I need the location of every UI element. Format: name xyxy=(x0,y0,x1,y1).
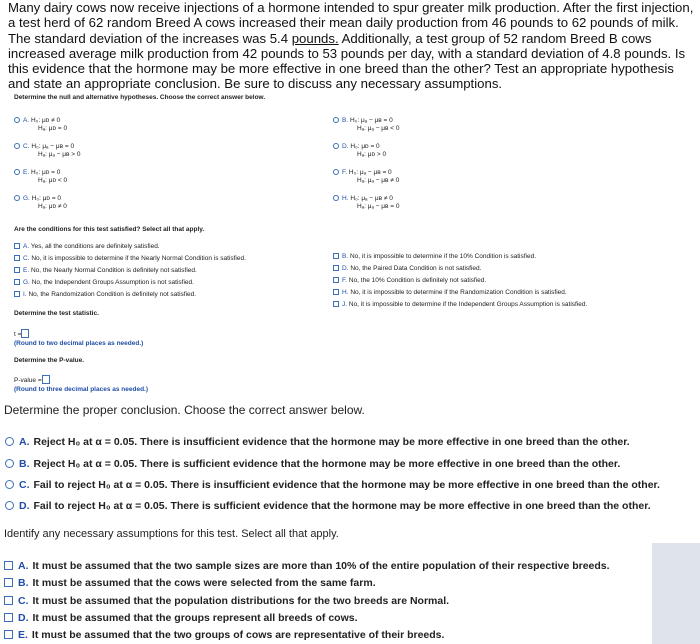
intro-text-1: Many dairy cows now receive injections of a hormone intended to spur greater milk production. After the first injection, a test herd of 62 random Breed A cows increased their mean daily production from 46 pounds to 62 pounds of milk. The standard deviation of the increases was 5.4 xyxy=(8,0,694,46)
assumption-option-e[interactable]: E. It must be assumed that the two groups of cows are representative of their breeds. xyxy=(4,629,444,642)
cond-option-a[interactable]: A. Yes, all the conditions are definitely satisfied. xyxy=(14,243,160,251)
cond-option-e[interactable]: E. No, the Nearly Normal Condition is definitely not satisfied. xyxy=(14,267,197,275)
conclusion-option-c[interactable]: C. Fail to reject H₀ at α = 0.05. There is insufficient evidence that the hormone may be more effective in one breed than the other. xyxy=(5,479,660,492)
hyp-option-e[interactable]: E. H₀: μᴅ = 0 Hₐ: μᴅ < 0 xyxy=(14,169,67,185)
conclusion-option-b[interactable]: B. Reject H₀ at α = 0.05. There is sufficient evidence that the hormone may be more effective in one breed than the other. xyxy=(5,458,620,471)
radio-icon[interactable] xyxy=(5,501,14,510)
radio-icon[interactable] xyxy=(333,117,339,123)
checkbox-icon[interactable] xyxy=(333,289,339,295)
checkbox-icon[interactable] xyxy=(4,596,13,605)
statistic-hint: (Round to two decimal places as needed.) xyxy=(14,340,144,347)
hyp-option-c[interactable]: C. H₀: μₐ − μʙ = 0 Hₐ: μₐ − μʙ > 0 xyxy=(14,143,81,159)
hypotheses-prompt: Determine the null and alternative hypotheses. Choose the correct answer below. xyxy=(14,94,266,101)
cond-option-c[interactable]: C. No, it is impossible to determine if the Nearly Normal Condition is satisfied. xyxy=(14,255,246,263)
radio-icon[interactable] xyxy=(333,143,339,149)
radio-icon[interactable] xyxy=(14,143,20,149)
side-panel xyxy=(652,543,700,644)
radio-icon[interactable] xyxy=(14,117,20,123)
hyp-option-a[interactable]: A. H₀: μᴅ ≠ 0 Hₐ: μᴅ = 0 xyxy=(14,117,67,133)
cond-option-f[interactable]: F. No, the 10% Condition is definitely not satisfied. xyxy=(333,277,486,285)
checkbox-icon[interactable] xyxy=(333,265,339,271)
pvalue-prompt: Determine the P-value. xyxy=(14,357,85,364)
checkbox-icon[interactable] xyxy=(4,630,13,639)
checkbox-icon[interactable] xyxy=(14,291,20,297)
checkbox-icon[interactable] xyxy=(14,243,20,249)
checkbox-icon[interactable] xyxy=(4,561,13,570)
conclusion-option-a[interactable]: A. Reject H₀ at α = 0.05. There is insufficient evidence that the hormone may be more effective in one breed than the other. xyxy=(5,436,630,449)
hyp-option-d[interactable]: D. H₀: μᴅ = 0 Hₐ: μᴅ > 0 xyxy=(333,143,386,159)
hyp-option-g[interactable]: G. H₀: μᴅ = 0 Hₐ: μᴅ ≠ 0 xyxy=(14,195,67,211)
checkbox-icon[interactable] xyxy=(333,253,339,259)
radio-icon[interactable] xyxy=(14,195,20,201)
radio-icon[interactable] xyxy=(14,169,20,175)
checkbox-icon[interactable] xyxy=(4,578,13,587)
assumption-option-a[interactable]: A. It must be assumed that the two sample sizes are more than 10% of the entire population of their respective breeds. xyxy=(4,560,610,573)
assumptions-prompt: Identify any necessary assumptions for this test. Select all that apply. xyxy=(4,528,339,540)
checkbox-icon[interactable] xyxy=(14,255,20,261)
assumption-option-c[interactable]: C. It must be assumed that the population distributions for the two breeds are Normal. xyxy=(4,595,449,608)
checkbox-icon[interactable] xyxy=(4,613,13,622)
pvalue-row: P-value = xyxy=(14,375,50,385)
intro-link[interactable]: pounds. xyxy=(291,30,339,46)
checkbox-icon[interactable] xyxy=(14,279,20,285)
assumption-option-b[interactable]: B. It must be assumed that the cows were selected from the same farm. xyxy=(4,577,376,590)
conditions-prompt: Are the conditions for this test satisfied? Select all that apply. xyxy=(14,226,205,233)
statistic-prompt: Determine the test statistic. xyxy=(14,310,99,317)
radio-icon[interactable] xyxy=(333,169,339,175)
cond-option-b[interactable]: B. No, it is impossible to determine if the 10% Condition is satisfied. xyxy=(333,253,536,261)
checkbox-icon[interactable] xyxy=(333,277,339,283)
hyp-option-b[interactable]: B. H₀: μₐ − μʙ = 0 Hₐ: μₐ − μʙ < 0 xyxy=(333,117,400,133)
checkbox-icon[interactable] xyxy=(14,267,20,273)
cond-option-i[interactable]: I. No, the Randomization Condition is definitely not satisfied. xyxy=(14,291,196,299)
problem-statement xyxy=(8,0,696,92)
radio-icon[interactable] xyxy=(5,437,14,446)
radio-icon[interactable] xyxy=(5,459,14,468)
hyp-option-h[interactable]: H. H₀: μₐ − μʙ ≠ 0 Hₐ: μₐ − μʙ = 0 xyxy=(333,195,400,211)
hyp-option-f[interactable]: F. H₀: μₐ − μʙ = 0 Hₐ: μₐ − μʙ ≠ 0 xyxy=(333,169,399,185)
cond-option-d[interactable]: D. No, the Paired Data Condition is not satisfied. xyxy=(333,265,481,273)
cond-option-j[interactable]: J. No, it is impossible to determine if the Independent Groups Assumption is satisfied. xyxy=(333,301,587,309)
cond-option-h[interactable]: H. No, it is impossible to determine if the Randomization Condition is satisfied. xyxy=(333,289,567,297)
radio-icon[interactable] xyxy=(333,195,339,201)
conclusion-prompt: Determine the proper conclusion. Choose the correct answer below. xyxy=(4,403,365,417)
radio-icon[interactable] xyxy=(5,480,14,489)
t-statistic-input[interactable] xyxy=(21,329,29,338)
cond-option-g[interactable]: G. No, the Independent Groups Assumption is not satisfied. xyxy=(14,279,194,287)
intro-text-2: Additionally, a test group of 52 random Breed B cows increased average milk production from 42 pounds to 53 pounds per day, with a standard deviation of 4.8 pounds. Is this evidence that the hormone may be more effective in one breed than the other? Test an appropriate hypothesis and state an appropriate conclusion. Be sure to discuss any necessary assumptions. xyxy=(8,30,686,92)
conclusion-option-d[interactable]: D. Fail to reject H₀ at α = 0.05. There is sufficient evidence that the hormone may be more effective in one breed than the other. xyxy=(5,500,651,513)
pvalue-hint: (Round to three decimal places as needed.) xyxy=(14,386,149,393)
checkbox-icon[interactable] xyxy=(333,301,339,307)
statistic-row: t = xyxy=(14,329,29,339)
p-value-input[interactable] xyxy=(42,375,50,384)
assumption-option-d[interactable]: D. It must be assumed that the groups represent all breeds of cows. xyxy=(4,612,358,625)
